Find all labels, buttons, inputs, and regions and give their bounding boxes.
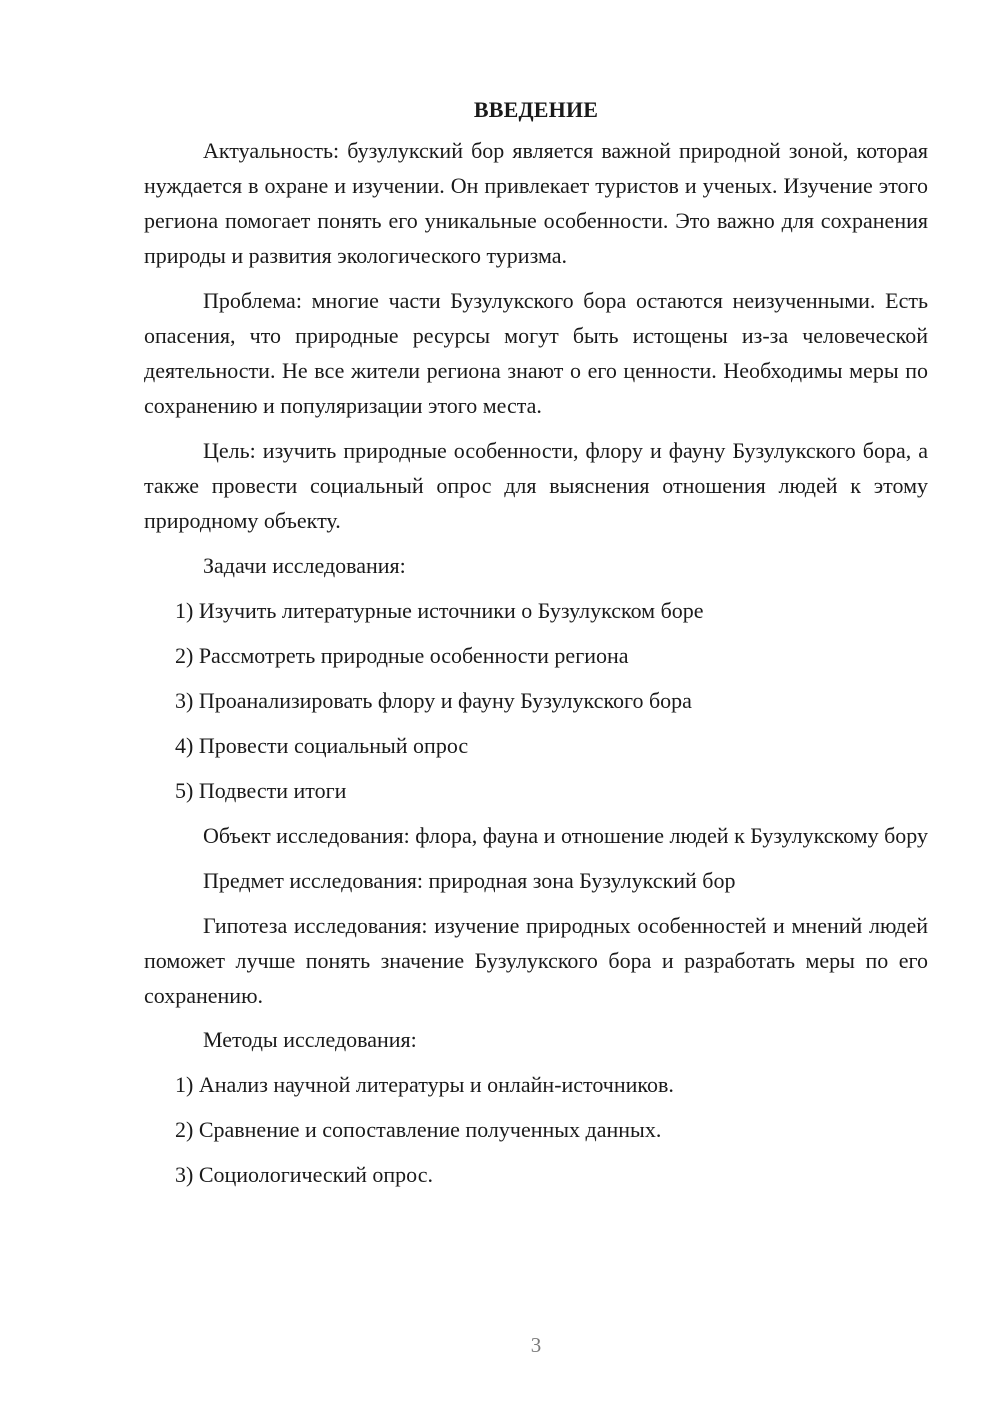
tasks-heading: Задачи исследования: [203, 553, 406, 578]
page-number: 3 [530, 1333, 542, 1357]
document-page [144, 92, 928, 1202]
methods-list [144, 1067, 928, 1192]
list-item: 3) Социологический опрос. [175, 1162, 433, 1187]
list-item: 1) Изучить литературные источники о Бузулукском боре [175, 598, 704, 623]
tasks-list [144, 593, 928, 808]
list-item: 4) Провести социальный опрос [175, 733, 469, 758]
list-item: 2) Сравнение и сопоставление полученных данных. [175, 1117, 662, 1142]
object-paragraph: Объект исследования: флора, фауна и отношение людей к Бузулукскому бору [203, 823, 928, 848]
list-item: 5) Подвести итоги [175, 778, 347, 803]
section-heading: ВВЕДЕНИЕ [473, 97, 599, 122]
relevance-paragraph: Актуальность: бузулукский бор является важной природной зоной, которая нуждается в охране и изучении. Он привлекает туристов и ученых. Изучение этого региона помогает понять его уникальные особенности. Это важно для сохранения природы и развития экологического туризма. [144, 138, 928, 268]
problem-paragraph: Проблема: многие части Бузулукского бора остаются неизученными. Есть опасения, что природные ресурсы могут быть истощены из-за человеческой деятельности. Не все жители региона знают о его ценности. Необходимы меры по сохранению и популяризации этого места. [144, 288, 928, 418]
subject-paragraph: Предмет исследования: природная зона Бузулукский бор [203, 868, 736, 893]
methods-heading: Методы исследования: [203, 1027, 417, 1052]
goal-paragraph: Цель: изучить природные особенности, флору и фауну Бузулукского бора, а также провести социальный опрос для выяснения отношения людей к этому природному объекту. [144, 438, 928, 533]
hypothesis-paragraph: Гипотеза исследования: изучение природных особенностей и мнений людей поможет лучше понять значение Бузулукского бора и разработать меры по его сохранению. [144, 913, 928, 1008]
list-item: 2) Рассмотреть природные особенности региона [175, 643, 629, 668]
list-item: 1) Анализ научной литературы и онлайн-источников. [175, 1072, 674, 1097]
list-item: 3) Проанализировать флору и фауну Бузулукского бора [175, 688, 692, 713]
